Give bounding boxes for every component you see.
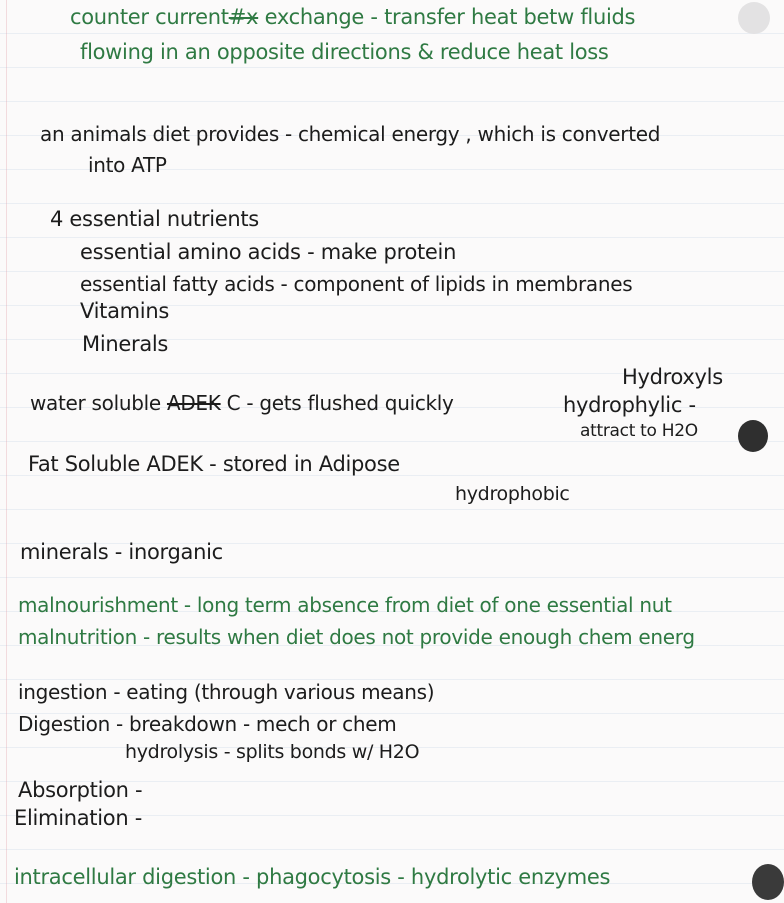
binder-hole-middle: [738, 420, 768, 452]
note-minerals-inorganic: minerals - inorganic: [20, 540, 223, 564]
note-attract-h2o: attract to H2O: [580, 421, 698, 441]
note-malnourishment: malnourishment - long term absence from diet of one essential nut: [18, 593, 672, 617]
nutrient-minerals: Minerals: [82, 332, 169, 356]
struck-text: ADEK: [166, 391, 221, 415]
water-soluble-definition: C - gets flushed quickly: [226, 391, 454, 415]
note-intracellular-digestion: intracellular digestion - phagocytosis - hydrolytic enzymes: [14, 865, 611, 889]
note-countercurrent-line2: flowing in an opposite directions & reduce heat loss: [80, 40, 609, 64]
binder-hole-top: [738, 2, 770, 34]
nutrient-fatty: essential fatty acids - component of lipids in membranes: [80, 272, 633, 296]
nutrient-vitamins: Vitamins: [80, 299, 169, 323]
struck-text: #x: [228, 5, 259, 29]
note-ingestion: ingestion - eating (through various means): [18, 680, 435, 704]
nutrients-heading: 4 essential nutrients: [50, 207, 259, 231]
note-elimination: Elimination -: [14, 806, 142, 830]
binder-hole-bottom: [752, 864, 784, 900]
note-countercurrent: [70, 5, 635, 29]
note-hydrophylic: hydrophylic -: [563, 393, 696, 417]
note-hydroxyls: Hydroxyls: [622, 365, 723, 389]
note-water-soluble: [30, 391, 454, 415]
note-digestion: Digestion - breakdown - mech or chem: [18, 712, 397, 736]
water-soluble-label: water soluble: [30, 391, 161, 415]
nutrient-amino: essential amino acids - make protein: [80, 240, 457, 264]
note-hydrophobic: hydrophobic: [455, 483, 570, 505]
note-diet: an animals diet provides - chemical energy , which is converted: [40, 122, 661, 146]
note-diet-line2: into ATP: [88, 153, 167, 177]
countercurrent-definition: exchange - transfer heat betw fluids: [264, 5, 636, 29]
note-fat-soluble: Fat Soluble ADEK - stored in Adipose: [28, 452, 400, 476]
note-absorption: Absorption -: [18, 778, 143, 802]
countercurrent-term: counter current: [70, 5, 229, 29]
margin-line: [6, 0, 7, 903]
note-malnutrition: malnutrition - results when diet does not provide enough chem energ: [18, 625, 695, 649]
note-hydrolysis: hydrolysis - splits bonds w/ H2O: [125, 741, 420, 763]
